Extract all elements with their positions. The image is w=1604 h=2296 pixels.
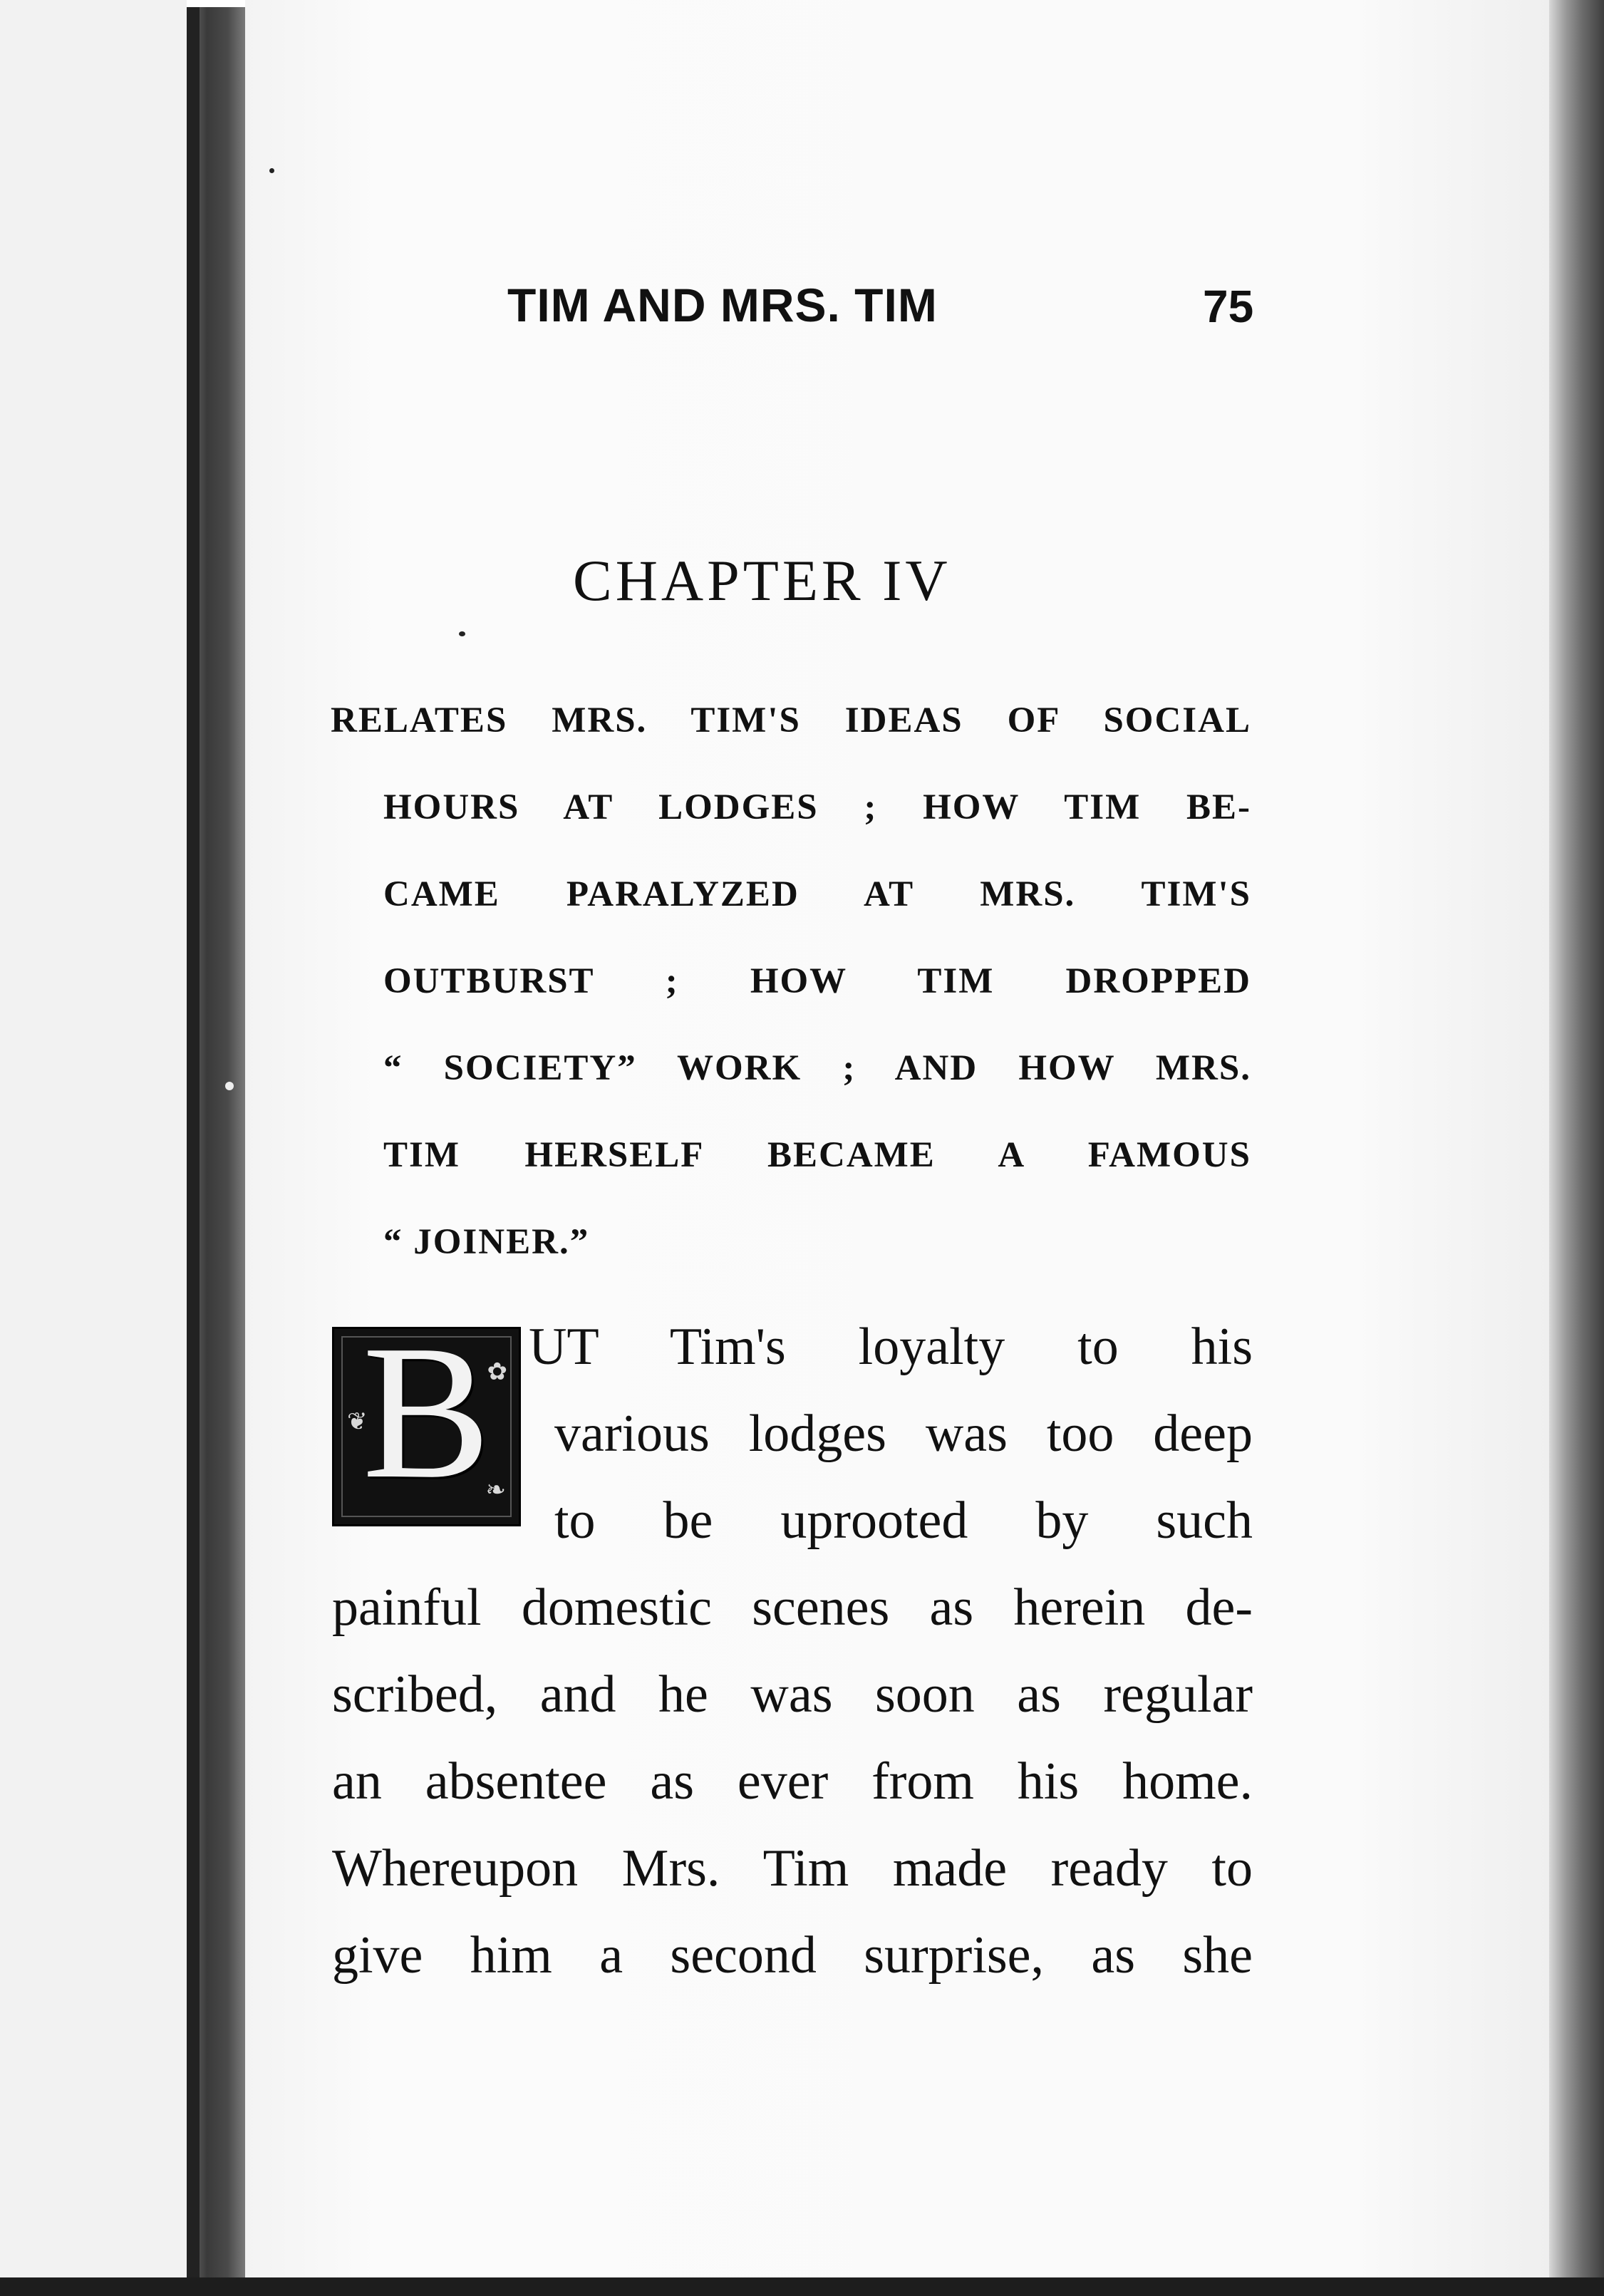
chapter-synopsis-line: HOURS AT LODGES ; HOW TIM BE- <box>383 787 1251 827</box>
body-text-line: to be uprooted by such <box>554 1491 1253 1550</box>
chapter-synopsis-line: CAME PARALYZED AT MRS. TIM'S <box>383 874 1251 914</box>
drop-cap-letter: B <box>362 1305 491 1519</box>
chapter-synopsis-line: “ JOINER.” <box>383 1222 590 1262</box>
body-text-line: painful domestic scenes as herein de- <box>332 1578 1253 1637</box>
scan-speck <box>459 631 465 636</box>
body-text-line: UT Tim's loyalty to his <box>529 1318 1253 1376</box>
body-text-line: give him a second surprise, as she <box>332 1926 1253 1985</box>
leaf-ornament-icon: ❦ <box>347 1409 368 1435</box>
chapter-synopsis-line: TIM HERSELF BECAME A FAMOUS <box>383 1135 1251 1175</box>
leaf-ornament-icon: ❧ <box>485 1477 506 1504</box>
chapter-synopsis-line: “ SOCIETY” WORK ; AND HOW MRS. <box>383 1048 1251 1088</box>
gutter-shadow <box>187 7 200 2280</box>
running-header-title: TIM AND MRS. TIM <box>507 279 938 331</box>
chapter-synopsis-line: RELATES MRS. TIM'S IDEAS OF SOCIAL <box>331 700 1251 740</box>
body-text-line: an absentee as ever from his home. <box>332 1752 1253 1811</box>
left-page <box>0 0 187 2280</box>
chapter-title: CHAPTER IV <box>573 548 951 613</box>
body-text-line: Whereupon Mrs. Tim made ready to <box>332 1839 1253 1898</box>
scan-speck <box>269 168 274 173</box>
scan-bottom-border <box>0 2277 1604 2296</box>
chapter-synopsis-line: OUTBURST ; HOW TIM DROPPED <box>383 961 1251 1001</box>
flower-ornament-icon: ✿ <box>487 1359 507 1385</box>
body-text-line: various lodges was too deep <box>554 1405 1253 1463</box>
page-edge <box>1549 0 1604 2296</box>
body-text-line: scribed, and he was soon as regular <box>332 1665 1253 1724</box>
page-number: 75 <box>1203 281 1254 332</box>
drop-cap <box>332 1305 521 1526</box>
scan-speck <box>225 1082 234 1090</box>
